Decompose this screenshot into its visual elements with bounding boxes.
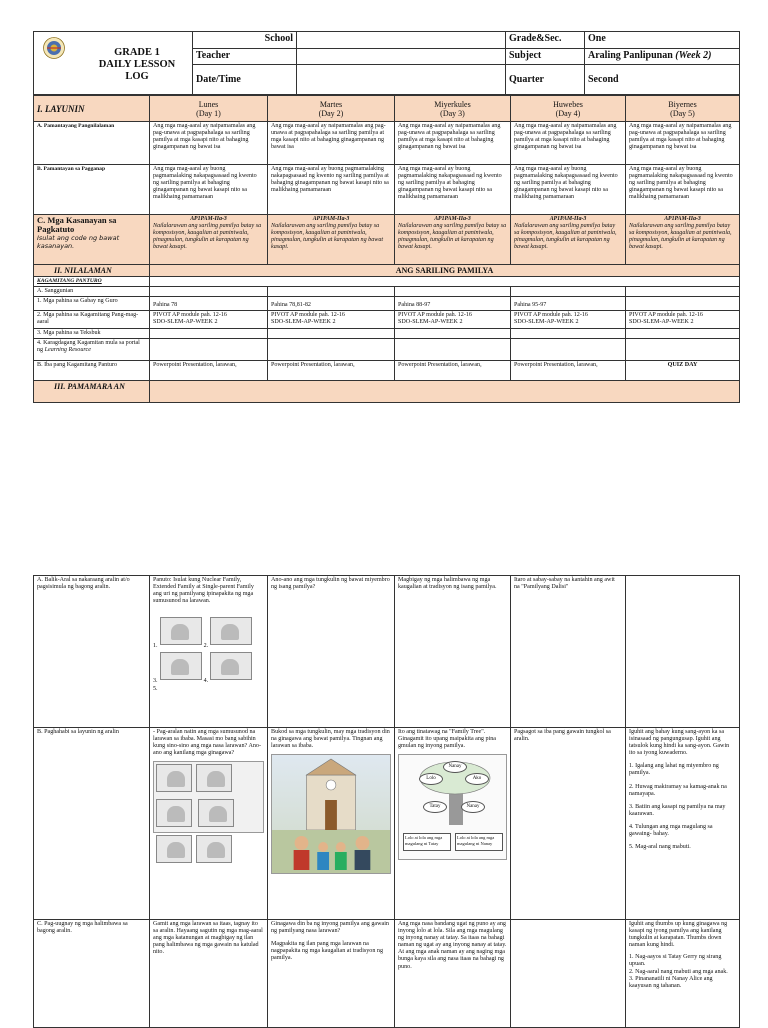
sanggunian-day4	[511, 287, 626, 297]
balik-aral-day4: Itaro at sabay-sabay na kantahin ang awit na "Pamilyang Dalisi"	[511, 576, 626, 728]
section-nilalaman-title: II. NILALAMAN	[34, 265, 150, 277]
gabay-guro-day2: Pahina 78,81-82	[268, 297, 395, 311]
kasanayan-day3: AP1PAM-IIa-3 Nailalarawan ang sariling pamilya batay sa komposisyon, kaugalian at paniniwala, pinagmulan, tungkulin at karapatan ng bawat kasapi.	[395, 215, 511, 265]
church-family-picture	[271, 754, 391, 874]
iba-pang-kagamitan-day1: Powerpoint Presentation, larawan,	[150, 361, 268, 381]
teksbuk-day4	[511, 329, 626, 339]
gabay-guro-day4: Pahina 95-97	[511, 297, 626, 311]
pag-uugnay-label: C. Pag-uugnay ng mga halimbawa sa bagong aralin.	[34, 920, 150, 1028]
teksbuk-day1	[150, 329, 268, 339]
paghahabi-day1: - Pag-aralan natin ang mga sumusunod na larawan sa ibaba. Masasi mo bang sabihin kung sino-sino ang mga nasa larawan? Ano-ano ang kanilang mga ginagawa?	[150, 728, 268, 920]
balik-aral-day2: Ano-ano ang mga tungkulin ng bawat miyembro ng isang pamilya?	[268, 576, 395, 728]
school-value[interactable]	[297, 32, 506, 49]
tree-leaf-1: Nanay	[443, 761, 467, 773]
kagamitang-mag-aaral-day1: PIVOT AP module pah. 12-16 SDO-SLEM-AP-WEEK 2	[150, 311, 268, 329]
kagamitang-mag-aaral-day5: PIVOT AP module pah. 12-16 SDO-SLEM-AP-WEEK 2	[626, 311, 740, 329]
pangnilalaman-day2: Ang mga mag-aaral ay naipamamalas ang pag-unawa at pagpapahalaga sa sariling pamilya at mga kasapi nito at bahaging ginagampanan ng bawat isa	[268, 122, 395, 165]
balik-aral-label: A. Balik-Aral sa nakaraang aralin at/o pagsisimula ng bagong aralin.	[34, 576, 150, 728]
pagganap-day3: Ang mga mag-aaral ay buong pagmamalaking nakapagsasaad ng kwento ng sariling pamilya at bahaging ginagampanan ng bawat kasapi nito sa malikhaing pamamaraan	[395, 165, 511, 215]
teacher-value[interactable]	[297, 48, 506, 65]
iba-pang-kagamitan-day4: Powerpoint Presentation, larawan,	[511, 361, 626, 381]
pamamaraan-blank	[150, 381, 740, 403]
tree-caption-left: Lolo at lola ang mga magulang ni Tatay	[403, 833, 451, 851]
balik-aral-day1: Panuto: Isulat kung Nuclear Family, Extended Family at Single-parent Family ang uri ng pamilyang ipinapakita ng mga sumusunod na larawan. 1. 2. 3. 4. 5.	[150, 576, 268, 728]
pangnilalaman-day3: Ang mga mag-aaral ay naipamamalas ang pag-unawa at pagpapahalaga sa sariling pamilya at mga kasapi nito at bahaging ginagampanan ng bawat isa	[395, 122, 511, 165]
sanggunian-day2	[268, 287, 395, 297]
learning-resource-label: 4. Karagdagang Kagamitan mula sa portal ng Learning Resource	[34, 339, 150, 361]
church-scene-icon	[272, 755, 390, 873]
teacher-label: Teacher	[193, 48, 297, 65]
activity-picture-2	[196, 764, 232, 792]
quiz-day-label: QUIZ DAY	[626, 361, 740, 381]
row-pamantayan-sa-pagganap: B. Pamantayan sa Pagganap	[34, 165, 150, 215]
title-cell	[34, 32, 193, 95]
kasanayan-day5: AP1PAM-IIa-3 Nailalarawan ang sariling pamilya batay sa komposisyon, kaugalian at paniniwala, pinagmulan, tungkulin at karapatan ng bawat kasapi.	[626, 215, 740, 265]
gabay-guro-day1: Pahina 78	[150, 297, 268, 311]
header-table	[33, 31, 740, 95]
sanggunian-day5	[626, 287, 740, 297]
kagamitang-mag-aaral-day4: PIVOT AP module pah. 12-16 SDO-SLEM-AP-WEEK 2	[511, 311, 626, 329]
learning-resource-day2	[268, 339, 395, 361]
teksbuk-label: 3. Mga pahina sa Teksbuk	[34, 329, 150, 339]
subject-label: Subject	[506, 48, 585, 65]
kasanayan-day1: AP1PAM-IIa-3 Nailalarawan ang sariling pamilya batay sa komposisyon, kaugalian at paniniwala, pinagmulan, tungkulin at karapatan ng bawat kasapi.	[150, 215, 268, 265]
pag-uugnay-day3: Ang mga nasa bandang ugat ng puno ay ang inyong lolo at lola. Sila ang mga magulang ng inyong nanay at tatay. Sa itaas na bahagi naman ng ugat ay ang inyong nanay at tatay. At ang mga anak naman ay ang naging mga bunga kaya sila ang nasa itaas na bahagi ng puno.	[395, 920, 511, 1028]
activity-picture-3	[156, 799, 192, 827]
paghahabi-day4: Pagsagot sa iba pang gawain tungkol sa aralin.	[511, 728, 626, 920]
tree-caption-right: Lolo at lola ang mga magulang ni Nanay	[455, 833, 503, 851]
topic-title: ANG SARILING PAMILYA	[150, 265, 740, 277]
family-activities-picture	[153, 761, 264, 833]
activity-picture-1	[156, 764, 192, 792]
pagganap-day4: Ang mga mag-aaral ay buong pagmamalaking nakapagsasaad ng kwento ng sariling pamilya at bahaging ginagampanan ng bawat kasapi nito sa malikhaing pamamaraan	[511, 165, 626, 215]
gradesec-value: One	[585, 32, 740, 49]
paghahabi-label: B. Paghahabi sa layunin ng aralin	[34, 728, 150, 920]
kagamitang-mag-aaral-label: 2. Mga pahina sa Kagamitang Pang-mag-aaral	[34, 311, 150, 329]
layunin-table	[33, 95, 740, 403]
sanggunian-day3	[395, 287, 511, 297]
tree-leaf-5: Nanay	[461, 801, 485, 813]
pag-uugnay-day5: Iguhit ang thumbs up kung ginagawa ng kasapi ng iyong pamilya ang kanilang tungkulin at karapatan. Thumbs down naman kung hindi. 1. Nag-aayos si Tatay Gerry ng sirang upuan. 2. Nag-aaral nang mabuti ang mga anak. 3. Pinananatili ni Nanay Alice ang kaayusan ng tahanan.	[626, 920, 740, 1028]
pag-uugnay-day1: Gamit ang mga larawan sa itaas, tagnay ito sa aralin. Hayaang sagutin ng mga mag-aaral ang mga katanungan at magbigay ng ilan pang halimbawa ng mga gawain na katulad nito.	[150, 920, 268, 1028]
iba-pang-kagamitan-day3: Powerpoint Presentation, larawan,	[395, 361, 511, 381]
kagamitang-mag-aaral-day2: PIVOT AP module pah. 12-16 SDO-SLEM-AP-WEEK 2	[268, 311, 395, 329]
family-types-pictures: 1. 2. 3. 4. 5.	[153, 615, 264, 692]
grade-title: GRADE 1 DAILY LESSON LOG	[98, 47, 176, 82]
quarter-label: Quarter	[506, 65, 585, 95]
datetime-label: Date/Time	[193, 65, 297, 95]
day-header-2: Martes (Day 2)	[268, 96, 395, 122]
learning-resource-day3	[395, 339, 511, 361]
pagganap-day5: Ang mga mag-aaral ay buong pagmamalaking nakapagsasaad ng kwento ng sariling pamilya at bahaging ginagampanan ng bawat kasapi nito sa malikhaing pamamaraan	[626, 165, 740, 215]
pangnilalaman-day5: Ang mga mag-aaral ay naipamamalas ang pag-unawa at pagpapahalaga sa sariling pamilya at mga kasapi nito at bahaging ginagampanan ng bawat isa	[626, 122, 740, 165]
learning-resource-day5	[626, 339, 740, 361]
gabay-guro-day3: Pahina 88-97	[395, 297, 511, 311]
section-pamamaraan-title: III. PAMAMARA AN	[34, 381, 150, 403]
quarter-value: Second	[585, 65, 740, 95]
row-pamantayang-pangnilalaman: A. Pamantayang Pangnilalaman	[34, 122, 150, 165]
activity-picture-5	[156, 835, 192, 863]
iba-pang-kagamitan-day2: Powerpoint Presentation, larawan,	[268, 361, 395, 381]
family-picture-3	[160, 652, 202, 680]
section-layunin-title: I. LAYUNIN	[34, 96, 150, 122]
dll-top-section	[33, 31, 739, 403]
pangnilalaman-day4: Ang mga mag-aaral ay naipamamalas ang pag-unawa at pagpapahalaga sa sariling pamilya at mga kasapi nito at bahaging ginagampanan ng bawat isa	[511, 122, 626, 165]
teksbuk-day3	[395, 329, 511, 339]
pagganap-day1: Ang mga mag-aaral ay buong pagmamalaking nakapagsasaad ng kwento ng sariling pamilya at bahaging ginagampanan ng bawat kasapi nito sa malikhaing pamamaraan	[150, 165, 268, 215]
pangnilalaman-day1: Ang mga mag-aaral ay naipamamalas ang pag-unawa at pagpapahalaga sa sariling pamilya at mga kasapi nito at bahaging ginagampanan ng bawat isa	[150, 122, 268, 165]
tree-leaf-2: Lolo	[419, 773, 443, 785]
family-picture-4	[210, 652, 252, 680]
subject-value: Araling Panlipunan (Week 2)	[585, 48, 740, 65]
school-label: School	[193, 32, 297, 49]
tree-leaf-4: Tatay	[423, 801, 447, 813]
dll-procedure-section	[33, 575, 739, 1028]
day-header-4: Huwebes (Day 4)	[511, 96, 626, 122]
paghahabi-day2: Bukod sa mga tungkulin, may mga tradisyon din na ginagawa ang bawat pamilya. Tingnan ang larawan sa ibaba.	[268, 728, 395, 920]
balik-aral-day5	[626, 576, 740, 728]
pag-uugnay-day2: Ginagawa din ba ng inyong pamilya ang gawain ng pamilyang nasa larawan? Magpakita ng ilan pang mga larawan na nagpapakita ng mga kaugalian at tradisyon ng pamilya.	[268, 920, 395, 1028]
kagamitang-panturo-blank	[150, 277, 740, 287]
pagganap-day2: Ang mga mag-aaral ay buong pagmamalaking nakapagsasaad ng kwento ng sariling pamilya at bahaging ginagampanan ng bawat kasapi nito sa malikhaing pamamaraan	[268, 165, 395, 215]
paghahabi-day3: Ito ang tinatawag na "Family Tree". Ginagamit ito upang maipakita ang pina gmulan ng inyong pamilya. Nanay Lolo Ako Tatay Nanay Lolo at lola ang mga magulang ni Tatay Lolo at lola ang mga magulang ni Nanay	[395, 728, 511, 920]
datetime-value[interactable]	[297, 65, 506, 95]
gabay-guro-day5	[626, 297, 740, 311]
activity-picture-4	[198, 799, 234, 827]
balik-aral-day3: Magbigay ng mga halimbawa ng mga kaugalian at tradisyon ng isang pamilya.	[395, 576, 511, 728]
procedure-table	[33, 575, 740, 1028]
row-kasanayan-sa-pagkatuto: C. Mga Kasanayan sa Pagkatuto Isulat ang code ng bawat kasanayan.	[34, 215, 150, 265]
activity-picture-6	[196, 835, 232, 863]
gradesec-label: Grade&Sec.	[506, 32, 585, 49]
day-header-5: Biyernes (Day 5)	[626, 96, 740, 122]
sanggunian-day1	[150, 287, 268, 297]
learning-resource-day4	[511, 339, 626, 361]
learning-resource-day1	[150, 339, 268, 361]
kasanayan-day4: AP1PAM-IIa-3 Nailalarawan ang sariling pamilya batay sa komposisyon, kaugalian at paniniwala, pinagmulan, tungkulin at karapatan ng bawat kasapi.	[511, 215, 626, 265]
day-header-3: Miyerkules (Day 3)	[395, 96, 511, 122]
teksbuk-day2	[268, 329, 395, 339]
kagamitang-panturo-label: KAGAMITANG PANTURO	[34, 277, 150, 287]
kasanayan-day2: AP1PAM-IIa-3 Nailalarawan ang sariling pamilya batay sa komposisyon, kaugalian at paniniwala, pinagmulan, tungkulin at karapatan ng bawat kasapi.	[268, 215, 395, 265]
family-picture-1	[160, 617, 202, 645]
pag-uugnay-day4	[511, 920, 626, 1028]
paghahabi-day5: Iguhit ang bahay kung sang-ayon ka sa isinasaad ng pangungusap. Iguhit ang tatsulok kung hindi ka sang-ayon. Gawin ito sa iyong kuwaderno. 1. Igalang ang lahat ng miyembro ng pamilya. 2. Huwag makiramay sa kamag-anak na namayapa. 3. Batiin ang kasapi ng pamilya na may kaarawan. 4. Tulungan ang mga magulang sa gawaing- bahay. 5. Mag-aral nang mabuti.	[626, 728, 740, 920]
deped-seal-icon	[43, 37, 65, 59]
day-header-1: Lunes (Day 1)	[150, 96, 268, 122]
family-tree-picture	[398, 754, 507, 860]
sanggunian-label: A. Sanggunian	[34, 287, 150, 297]
iba-pang-kagamitan-label: B. Iba pang Kagamitang Panturo	[34, 361, 150, 381]
gabay-guro-label: 1. Mga pahina sa Gabay ng Guro	[34, 297, 150, 311]
kagamitang-mag-aaral-day3: PIVOT AP module pah. 12-16 SDO-SLEM-AP-WEEK 2	[395, 311, 511, 329]
teksbuk-day5	[626, 329, 740, 339]
tree-leaf-3: Ako	[465, 773, 489, 785]
family-picture-2	[210, 617, 252, 645]
